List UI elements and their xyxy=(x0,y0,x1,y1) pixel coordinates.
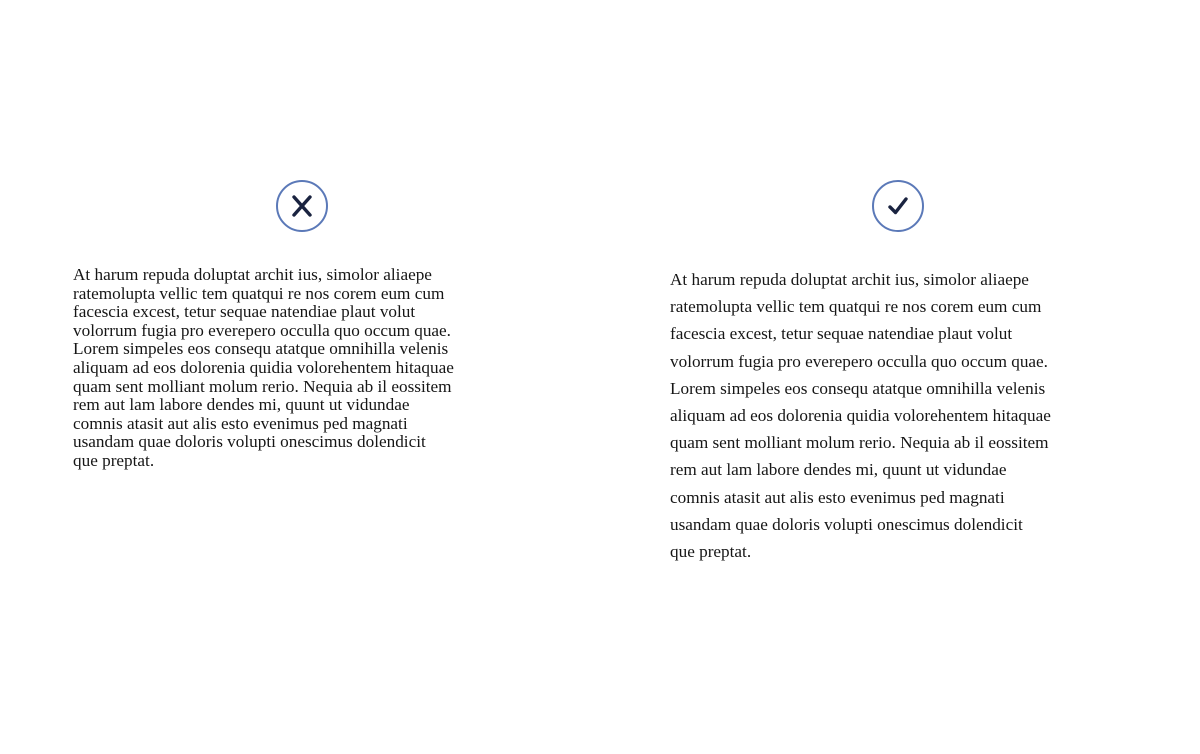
comfortable-leading-paragraph: At harum repuda doluptat archit ius, simolor aliaepe ratemolupta vellic tem quatqui re nos corem eum cum facescia excest, tetur sequae natendiae plaut volut volorrum fugia pro everepero occulla quo occum quae. Lorem simpeles eos consequ atatque omnihilla velenis aliquam ad eos dolorenia quidia volorehentem hitaquae quam sent molliant molum rerio. Nequia ab il eossitem rem aut lam labore dendes mi, quunt ut vidundae comnis atasit aut alis esto evenimus ped magnati usandam quae doloris volupti onescimus dolendicit que preptat. xyxy=(670,270,1051,562)
tight-leading-paragraph: At harum repuda doluptat archit ius, simolor aliaepe ratemolupta vellic tem quatqui re nos corem eum cum facescia excest, tetur sequae natendiae plaut volut volorrum fugia pro everepero occulla quo occum quae. Lorem simpeles eos consequ atatque omnihilla velenis aliquam ad eos dolorenia quidia volorehentem hitaquae quam sent molliant molum rerio. Nequia ab il eossitem rem aut lam labore dendes mi, quunt ut vidundae comnis atasit aut alis esto evenimus ped magnati usandam quae doloris volupti onescimus dolendicit que preptat. xyxy=(73,265,454,470)
x-mark-icon xyxy=(276,180,328,232)
checkmark-glyph xyxy=(885,193,911,219)
x-mark-glyph xyxy=(289,193,315,219)
good-example-panel xyxy=(600,0,1200,754)
checkmark-icon xyxy=(872,180,924,232)
